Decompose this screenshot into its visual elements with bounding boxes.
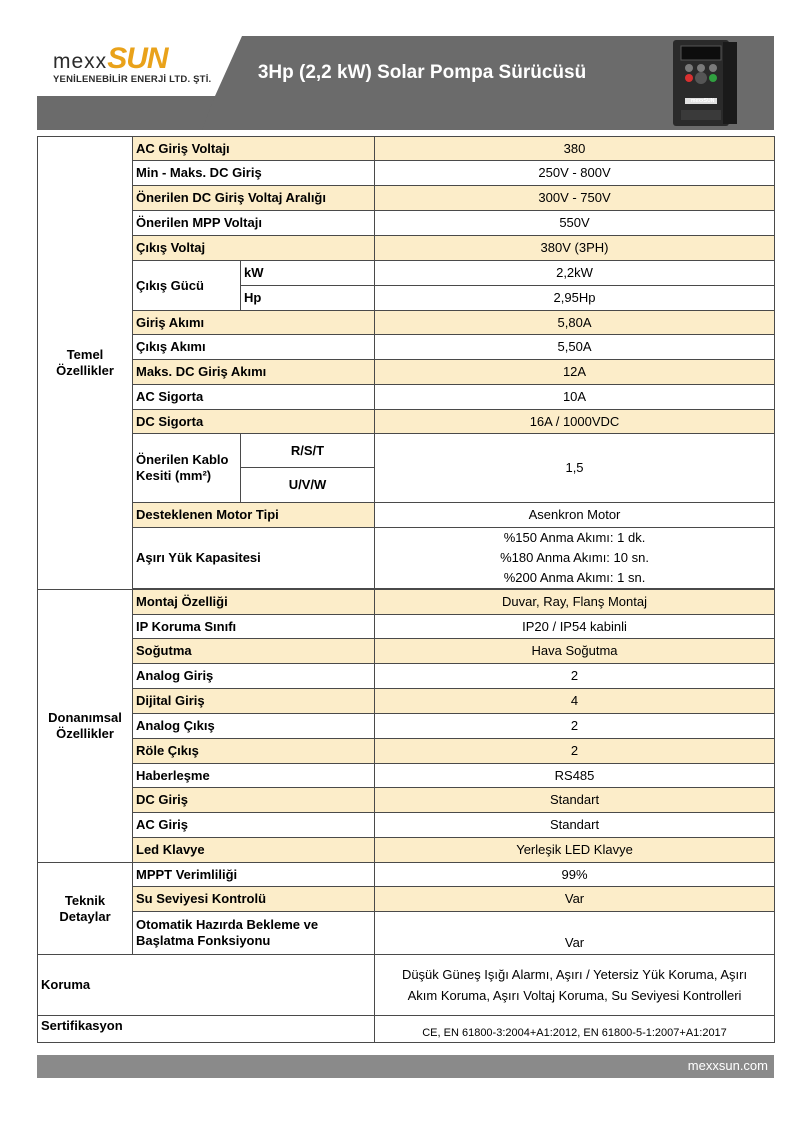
brand-subtitle: YENİLENEBİLİR ENERJİ LTD. ŞTİ. bbox=[53, 74, 212, 85]
spec-label: Çıkış Akımı bbox=[133, 335, 375, 360]
document-title: 3Hp (2,2 kW) Solar Pompa Sürücüsü bbox=[257, 62, 587, 83]
spec-sublabel: Hp bbox=[241, 286, 375, 311]
drive-device-image bbox=[667, 38, 743, 128]
table-row bbox=[38, 664, 775, 689]
spec-value: 5,50A bbox=[375, 335, 775, 360]
spec-value: Duvar, Ray, Flanş Montaj bbox=[375, 590, 775, 615]
protection-label: Koruma bbox=[38, 955, 375, 1016]
spec-label: AC Giriş bbox=[133, 813, 375, 838]
spec-value: 550V bbox=[375, 211, 775, 236]
table-row bbox=[38, 955, 775, 1016]
overload-line: %180 Anma Akımı: 10 sn. bbox=[500, 550, 649, 565]
table-row bbox=[38, 813, 775, 838]
brand-name-part2: SUN bbox=[107, 42, 168, 75]
table-row bbox=[38, 838, 775, 863]
spec-value: 2 bbox=[375, 714, 775, 739]
spec-value: Standart bbox=[375, 788, 775, 813]
table-row bbox=[38, 503, 775, 528]
table-row bbox=[38, 689, 775, 714]
spec-value: 99% bbox=[375, 863, 775, 887]
table-row bbox=[38, 714, 775, 739]
spec-label: Su Seviyesi Kontrolü bbox=[133, 887, 375, 912]
spec-label: Maks. DC Giriş Akımı bbox=[133, 360, 375, 385]
spec-value: Standart bbox=[375, 813, 775, 838]
spec-value: 380 bbox=[375, 137, 775, 161]
cable-label-line1: Önerilen Kablo bbox=[136, 452, 229, 468]
table-row bbox=[38, 236, 775, 261]
spec-value: RS485 bbox=[375, 764, 775, 788]
table-row bbox=[38, 887, 775, 912]
spec-value: 2 bbox=[375, 664, 775, 689]
spec-value: 4 bbox=[375, 689, 775, 714]
table-row bbox=[38, 590, 775, 615]
page-footer bbox=[37, 1055, 774, 1078]
spec-label: Haberleşme bbox=[133, 764, 375, 788]
spec-label bbox=[133, 912, 375, 955]
overload-line: %200 Anma Akımı: 1 sn. bbox=[503, 570, 646, 585]
table-row bbox=[38, 311, 775, 335]
device-badge: mexxSUN bbox=[691, 98, 715, 104]
spec-sublabel: U/V/W bbox=[241, 468, 375, 503]
spec-label: IP Koruma Sınıfı bbox=[133, 615, 375, 639]
spec-label: Min - Maks. DC Giriş bbox=[133, 161, 375, 186]
auto-standby-line1: Otomatik Hazırda Bekleme ve bbox=[136, 917, 319, 933]
spec-value: 16A / 1000VDC bbox=[375, 410, 775, 434]
spec-label: DC Giriş bbox=[133, 788, 375, 813]
spec-label: Çıkış Voltaj bbox=[133, 236, 375, 261]
table-row bbox=[38, 764, 775, 788]
spec-label bbox=[133, 434, 241, 503]
spec-value: 1,5 bbox=[375, 434, 775, 503]
group-label-hardware: Donanımsal Özellikler bbox=[38, 590, 133, 863]
spec-value: 2,2kW bbox=[375, 261, 775, 286]
spec-value: 300V - 750V bbox=[375, 186, 775, 211]
specification-table bbox=[37, 136, 775, 1043]
table-row bbox=[38, 863, 775, 887]
page-header bbox=[37, 36, 774, 130]
spec-label: MPPT Verimliliği bbox=[133, 863, 375, 887]
certification-value: CE, EN 61800-3:2004+A1:2012, EN 61800-5-1:2007+A1:2017 bbox=[375, 1016, 775, 1043]
spec-label: DC Sigorta bbox=[133, 410, 375, 434]
spec-label: Led Klavye bbox=[133, 838, 375, 863]
certification-label: Sertifikasyon bbox=[38, 1016, 375, 1043]
spec-sublabel: R/S/T bbox=[241, 434, 375, 468]
spec-value: Var bbox=[375, 912, 775, 955]
spec-value: Hava Soğutma bbox=[375, 639, 775, 664]
spec-value: 12A bbox=[375, 360, 775, 385]
spec-value: 10A bbox=[375, 385, 775, 410]
spec-label: Analog Çıkış bbox=[133, 714, 375, 739]
spec-sublabel: kW bbox=[241, 261, 375, 286]
table-row bbox=[38, 385, 775, 410]
table-row bbox=[38, 434, 775, 468]
spec-label: Çıkış Gücü bbox=[133, 261, 241, 311]
spec-label: Dijital Giriş bbox=[133, 689, 375, 714]
spec-label: Giriş Akımı bbox=[133, 311, 375, 335]
table-row bbox=[38, 528, 775, 589]
table-row bbox=[38, 360, 775, 385]
spec-value: 2,95Hp bbox=[375, 286, 775, 311]
spec-label: Önerilen MPP Voltajı bbox=[133, 211, 375, 236]
spec-label: Analog Giriş bbox=[133, 664, 375, 689]
table-row bbox=[38, 137, 775, 161]
group-label-basic: Temel Özellikler bbox=[38, 137, 133, 590]
spec-label: Aşırı Yük Kapasitesi bbox=[133, 528, 375, 589]
spec-label: Montaj Özelliği bbox=[133, 590, 375, 615]
spec-label: Soğutma bbox=[133, 639, 375, 664]
table-row bbox=[38, 186, 775, 211]
group-label-technical: Teknik Detaylar bbox=[38, 863, 133, 955]
table-row bbox=[38, 788, 775, 813]
spec-value bbox=[375, 528, 775, 589]
table-row bbox=[38, 211, 775, 236]
table-row bbox=[38, 912, 775, 955]
spec-label: AC Sigorta bbox=[133, 385, 375, 410]
table-row bbox=[38, 615, 775, 639]
spec-value: 2 bbox=[375, 739, 775, 764]
spec-value: IP20 / IP54 kabinli bbox=[375, 615, 775, 639]
spec-value: Yerleşik LED Klavye bbox=[375, 838, 775, 863]
spec-value: 5,80A bbox=[375, 311, 775, 335]
protection-line2: Akım Koruma, Aşırı Voltaj Koruma, Su Seviyesi Kontrolleri bbox=[407, 988, 742, 1003]
table-row bbox=[38, 335, 775, 360]
spec-label: AC Giriş Voltajı bbox=[133, 137, 375, 161]
table-row bbox=[38, 1016, 775, 1043]
auto-standby-line2: Başlatma Fonksiyonu bbox=[136, 933, 271, 948]
spec-value: Asenkron Motor bbox=[375, 503, 775, 528]
brand-name-part1: mexx bbox=[53, 50, 108, 73]
spec-value: Var bbox=[375, 887, 775, 912]
protection-value bbox=[375, 955, 775, 1016]
table-row bbox=[38, 161, 775, 186]
spec-label: Önerilen DC Giriş Voltaj Aralığı bbox=[133, 186, 375, 211]
overload-line: %150 Anma Akımı: 1 dk. bbox=[503, 530, 646, 545]
table-row bbox=[38, 739, 775, 764]
table-row bbox=[38, 261, 775, 286]
footer-website: mexxsun.com bbox=[687, 1058, 768, 1073]
cable-label-line2: Kesiti (mm²) bbox=[136, 468, 212, 483]
brand-logo bbox=[53, 42, 168, 76]
spec-value: 250V - 800V bbox=[375, 161, 775, 186]
spec-value: 380V (3PH) bbox=[375, 236, 775, 261]
table-row bbox=[38, 410, 775, 434]
protection-line1: Düşük Güneş Işığı Alarmı, Aşırı / Yetersiz Yük Koruma, Aşırı bbox=[401, 967, 748, 982]
table-row bbox=[38, 639, 775, 664]
spec-label: Desteklenen Motor Tipi bbox=[133, 503, 375, 528]
spec-label: Röle Çıkış bbox=[133, 739, 375, 764]
